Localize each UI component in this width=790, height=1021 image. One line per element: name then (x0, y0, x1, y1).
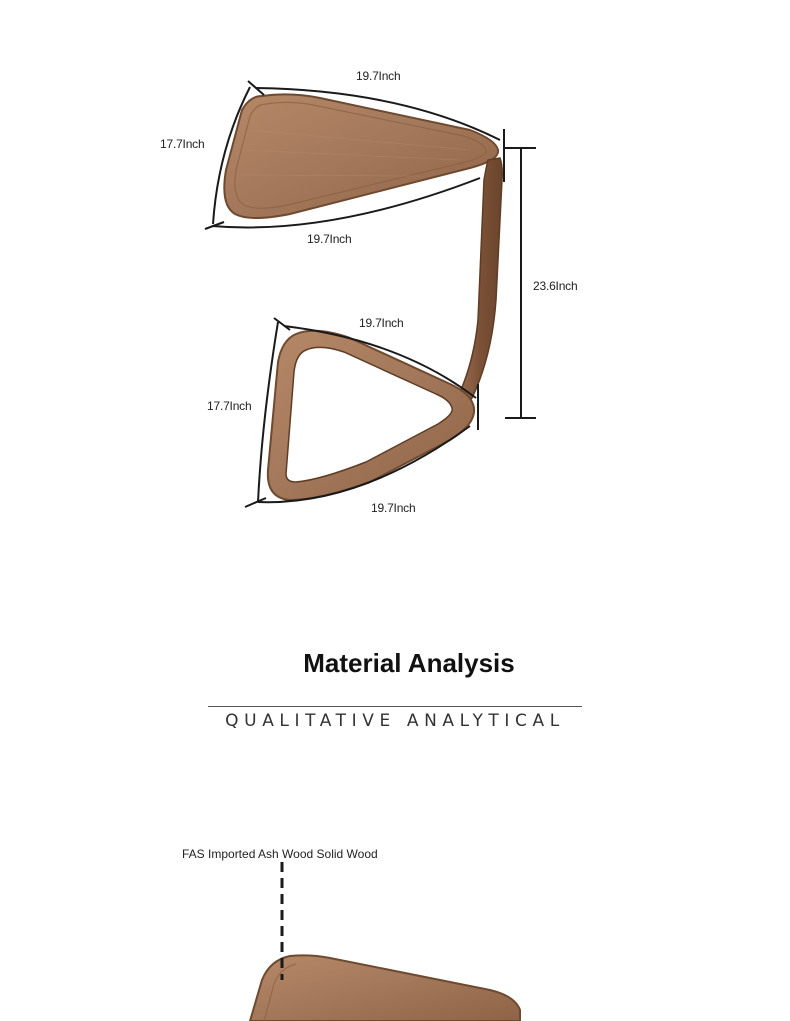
base-width-label: 19.7Inch (359, 316, 404, 330)
height-label: 23.6Inch (533, 279, 578, 293)
base-depth-label: 17.7Inch (207, 399, 252, 413)
top-tray-width-label: 19.7Inch (356, 69, 401, 83)
section-divider (208, 706, 582, 707)
top-tray (224, 94, 498, 218)
height-dimension-line (505, 148, 536, 418)
top-tray-bottom-label: 19.7Inch (307, 232, 352, 246)
base-ring (268, 331, 474, 500)
material-callout-label: FAS Imported Ash Wood Solid Wood (182, 847, 378, 861)
table-leg (458, 158, 502, 405)
section-subtitle: QUALITATIVE ANALYTICAL (225, 711, 565, 731)
section-title: Material Analysis (303, 648, 515, 678)
base-bottom-label: 19.7Inch (371, 501, 416, 515)
material-callout-table (250, 955, 520, 1021)
top-tray-depth-label: 17.7Inch (160, 137, 205, 151)
